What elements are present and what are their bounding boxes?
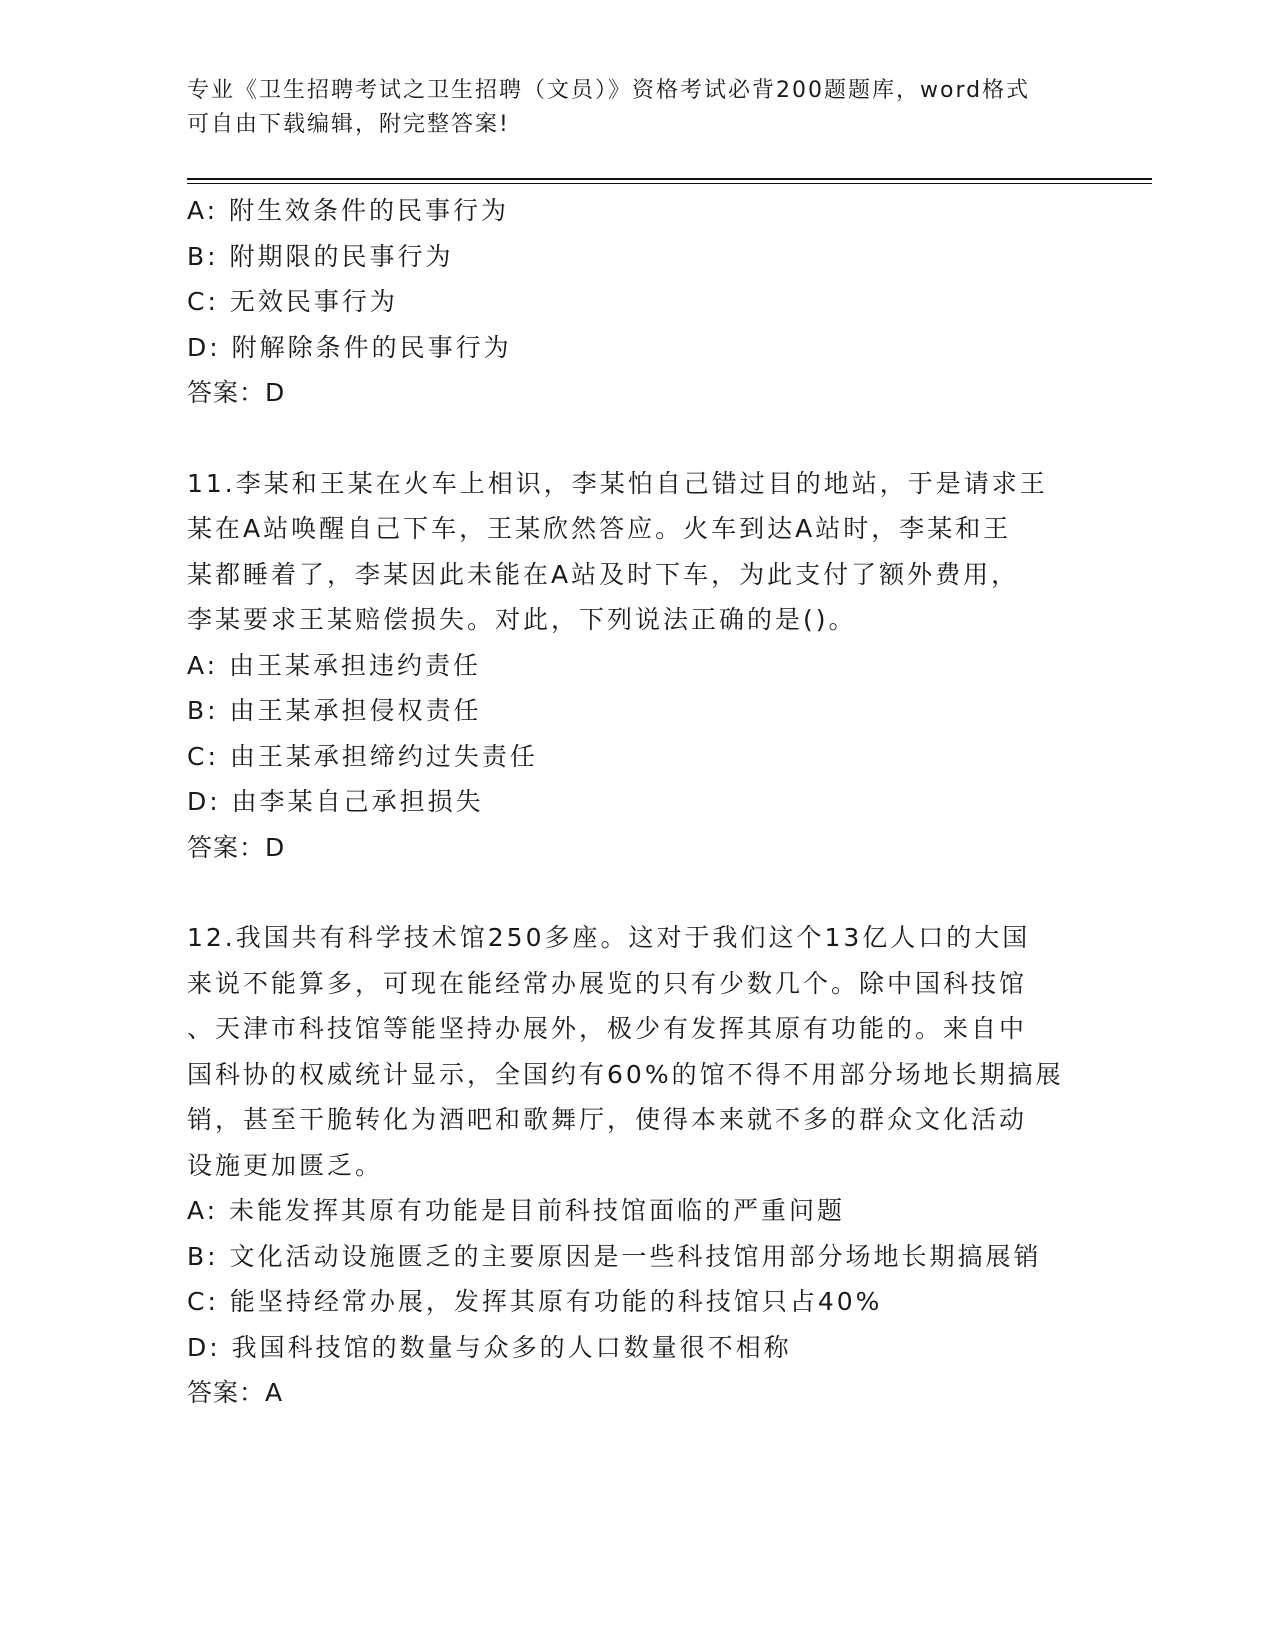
option-a: A: 附生效条件的民事行为 [187, 196, 510, 225]
question-12 [187, 915, 1087, 1416]
option-a: A: 未能发挥其原有功能是目前科技馆面临的严重问题 [187, 1196, 846, 1225]
question-stem-line: 某都睡着了，李某因此未能在A站及时下车，为此支付了额外费用， [187, 559, 1020, 589]
option-a: A: 由王某承担违约责任 [187, 650, 482, 680]
question-11 [187, 461, 1087, 871]
answer: 答案：D [187, 378, 286, 407]
answer: 答案：A [187, 1378, 284, 1407]
question-stem-line: 12.我国共有科学技术馆250多座。这对于我们这个13亿人口的大国 [187, 923, 1031, 952]
question-stem-line: 设施更加匮乏。 [187, 1150, 384, 1180]
option-b: B: 由王某承担侵权责任 [187, 696, 482, 725]
option-b: B: 附期限的民事行为 [187, 241, 454, 271]
header-line-1: 专业《卫生招聘考试之卫生招聘（文员）》资格考试必背200题题库，word格式 [187, 78, 1031, 103]
option-c: C: 能坚持经常办展，发挥其原有功能的科技馆只占40% [187, 1287, 883, 1316]
option-d: D: 我国科技馆的数量与众多的人口数量很不相称 [187, 1332, 792, 1362]
header-divider-thick [187, 178, 1152, 180]
option-d: D: 由李某自己承担损失 [187, 787, 484, 816]
spacer [187, 416, 1087, 461]
question-stem-line: 销，甚至干脆转化为酒吧和歌舞厅，使得本来就不多的群众文化活动 [187, 1105, 1028, 1134]
header-line-2: 可自由下载编辑，附完整答案! [187, 112, 510, 137]
question-stem-line: 来说不能算多，可现在能经常办展览的只有少数几个。除中国科技馆 [187, 968, 1028, 998]
document-body [187, 188, 1087, 1416]
option-d: D: 附解除条件的民事行为 [187, 332, 512, 362]
option-b: B: 文化活动设施匮乏的主要原因是一些科技馆用部分场地长期搞展销 [187, 1241, 1042, 1271]
question-stem-line: 国科协的权威统计显示，全国约有60%的馆不得不用部分场地长期搞展 [187, 1059, 1064, 1089]
question-stem-line: 某在A站唤醒自己下车，王某欣然答应。火车到达A站时，李某和王 [187, 514, 1012, 543]
spacer [187, 870, 1087, 915]
question-stem-line: 11.李某和王某在火车上相识，李某怕自己错过目的地站，于是请求王 [187, 468, 1048, 498]
header-divider-thin [187, 183, 1152, 184]
document-header [187, 74, 1087, 142]
option-c: C: 无效民事行为 [187, 287, 398, 316]
question-stem-line: 李某要求王某赔偿损失。对此，下列说法正确的是()。 [187, 605, 857, 634]
question-stem-line: 、天津市科技馆等能坚持办展外，极少有发挥其原有功能的。来自中 [187, 1014, 1028, 1043]
question-10 [187, 188, 1087, 416]
option-c: C: 由王某承担缔约过失责任 [187, 741, 538, 771]
answer: 答案：D [187, 832, 286, 862]
